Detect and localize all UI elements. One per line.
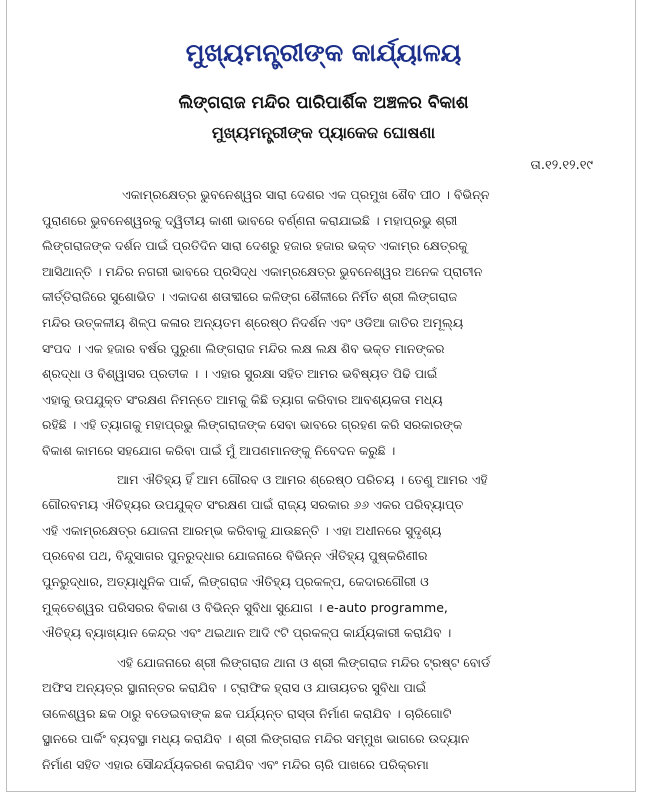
text-line: ତାଳେଶ୍ୱର ଛକ ଠାରୁ ବଡେଇବାଙ୍କ ଛକ ପର୍ଯ୍ୟନ୍ତ ରାସ୍ତା ନିର୍ମାଣ କରାଯିବ । ଚାରିଗୋଟି — [42, 705, 452, 721]
paragraph-3 — [42, 650, 602, 778]
text-line: ପୁରାଣରେ ଭୁବନେଶ୍ୱରକୁ ଦ୍ୱିତୀୟ କାଶୀ ଭାବରେ ବର୍ଣ୍ଣନା କରାଯାଇଛି । ମହାପ୍ରଭୁ ଶ୍ରୀ — [42, 212, 458, 228]
text-line: ରହିଛି । ଏହି ତ୍ୟାଗକୁ ମହାପ୍ରଭୁ ଲିଙ୍ଗରାଜଙ୍କ ସେବା ଭାବରେ ଗ୍ରହଣ କରି ସରକାରଙ୍କ — [42, 417, 463, 433]
text-line: ଏକାମ୍ରକ୍ଷେତ୍ର ଭୁବନେଶ୍ୱର ସାରା ଦେଶର ଏକ ପ୍ରମୁଖ ଶୈବ ପୀଠ । ବିଭିନ୍ନ — [122, 187, 490, 202]
document-body — [42, 182, 602, 778]
text-line: ଅଫିସ ଅନ୍ୟତ୍ର ସ୍ଥାନାନ୍ତର କରାଯିବ । ଟ୍ରାଫିକ ହ୍ରାସ ଓ ଯାତାୟତର ସୁବିଧା ପାଇଁ — [42, 680, 427, 696]
text-line: ଆସିଥାନ୍ତି । ମନ୍ଦିର ନଗରୀ ଭାବରେ ପ୍ରସିଦ୍ଧ ଏକାମ୍ରକ୍ଷେତ୍ର ଭୁବନେଶ୍ୱର ଅନେକ ପ୍ରାଚୀନ — [42, 263, 483, 279]
paragraph-2 — [42, 467, 602, 646]
text-line: ପୁନରୁଦ୍ଧାର, ଅତ୍ୟାଧୁନିକ ପାର୍କ, ଲିଙ୍ଗରାଜ ଐତିହ୍ୟ ପ୍ରକଳ୍ପ, କେଦାରଗୌରୀ ଓ — [42, 573, 429, 589]
text-line: ଲିଙ୍ଗରାଜଙ୍କ ଦର୍ଶନ ପାଇଁ ପ୍ରତିଦିନ ସାରା ଦେଶରୁ ହଜାର ହଜାର ଭକ୍ତ ଏକାମ୍ର କ୍ଷେତ୍ରକୁ — [42, 238, 468, 254]
document-subtitle: ଲିଙ୍ଗରାଜ ମନ୍ଦିର ପାରିପାର୍ଶିକ ଅଞ୍ଚଳର ବିକାଶ — [178, 93, 469, 113]
paragraph-1 — [42, 182, 602, 464]
text-line: ବିକାଶ କାମରେ ସହଯୋଗ କରିବା ପାଇଁ ମୁଁ ଆପଣମାନଙ୍କୁ ନିବେଦନ କରୁଛି । — [42, 442, 396, 458]
text-line: ଏହି ଏକାମ୍ରକ୍ଷେତ୍ର ଯୋଜନା ଆରମ୍ଭ କରିବାକୁ ଯାଉଛନ୍ତି । ଏହା ଅଧୀନରେ ସୁଦୃଶ୍ୟ — [42, 522, 442, 538]
text-line: ଆମ ଐତିହ୍ୟ ହିଁ ଆମ ଗୌରବ ଓ ଆମର ଶ୍ରେଷ୍ଠ ପରିଚୟ । ତେଣୁ ଆମର ଏହି — [117, 471, 488, 487]
text-line: କୀର୍ତ୍ତିରାଜିରେ ସୁଶୋଭିତ । ଏକାଦଶ ଶତାବ୍ଦୀରେ କଳିଙ୍ଗ ଶୈଳୀରେ ନିର୍ମିତ ଶ୍ରୀ ଲିଙ୍ଗରାଜ — [42, 289, 458, 305]
text-line: ମୁକ୍ତେଶ୍ୱର ପରିସରର ବିକାଶ ଓ ବିଭିନ୍ନ ସୁବିଧା ସୁଯୋଗ । e-auto programme, — [42, 599, 448, 615]
document-date: ତା.୧୨.୧୨.୧୯ — [530, 158, 593, 173]
text-line: ଶ୍ରଦ୍ଧା ଓ ବିଶ୍ୱାସର ପ୍ରତୀକ । । ଏହାର ସୁରକ୍ଷା ସହିତ ଆମର ଭବିଷ୍ୟତ ପିଢି ପାଇଁ — [42, 366, 438, 382]
text-line: ଗୌରବମୟ ଐତିହ୍ୟର ଉପଯୁକ୍ତ ସଂରକ୍ଷଣ ପାଇଁ ରାଜ୍ୟ ସରକାର ୬୬ ଏକର ପରିବ୍ୟାପ୍ତ — [42, 497, 464, 513]
document-subheading: ମୁଖ୍ୟମନ୍ତ୍ରୀଙ୍କ ପ୍ୟାକେଜ ଘୋଷଣା — [211, 123, 436, 142]
page-title: ମୁଖ୍ୟମନ୍ତ୍ରୀଙ୍କ କାର୍ଯ୍ୟାଳୟ — [185, 38, 462, 67]
text-line: ପ୍ରବେଶ ପଥ, ବିନ୍ଦୁସାଗର ପୁନରୁଦ୍ଧାର ଯୋଜନାରେ ବିଭିନ୍ନ ଐତିହ୍ୟ ପୁଷ୍କରିଣୀର — [42, 548, 428, 564]
text-line: ଏହି ଯୋଜନାରେ ଶ୍ରୀ ଲିଙ୍ଗରାଜ ଥାନା ଓ ଶ୍ରୀ ଲିଙ୍ଗରାଜ ମନ୍ଦିର ଟ୍ରଷ୍ଟ ବୋର୍ଡ — [117, 654, 491, 670]
text-line: ସ୍ଥାନରେ ପାର୍କିଂ ବ୍ୟବସ୍ଥା ମଧ୍ୟ କରାଯିବ । ଶ୍ରୀ ଲିଙ୍ଗରାଜ ମନ୍ଦିର ସମ୍ମୁଖ ଭାଗରେ ଉଦ୍ୟାନ — [42, 731, 470, 747]
text-line: ମନ୍ଦିର ଉତ୍କଳୀୟ ଶିଳ୍ପ କଳାର ଅନ୍ୟତମ ଶ୍ରେଷ୍ଠ ନିଦର୍ଶନ ଏବଂ ଓଡିଆ ଜାତିର ଅମୂଲ୍ୟ — [42, 314, 464, 330]
text-line: ଐତିହ୍ୟ ବ୍ୟାଖ୍ୟାନ କେନ୍ଦ୍ର ଏବଂ ଥଇଥାନ ଆଦି ୯ଟି ପ୍ରକଳ୍ପ କାର୍ଯ୍ୟକାରୀ କରାଯିବ । — [42, 625, 452, 641]
text-line: ସଂପଦ । ଏକ ହଜାର ବର୍ଷର ପୁରୁଣା ଲିଙ୍ଗରାଜ ମନ୍ଦିର ଲକ୍ଷ ଲକ୍ଷ ଶିବ ଭକ୍ତ ମାନଙ୍କର — [42, 340, 445, 356]
text-line: ନିର୍ମାଣ ସହିତ ଏହାର ସୌନ୍ଦର୍ଯ୍ୟକରଣ କରାଯିବ ଏବଂ ମନ୍ଦିର ଚାରି ପାଖରେ ପରିକ୍ରମା — [42, 757, 429, 773]
text-line: ଏହାକୁ ଉପଯୁକ୍ତ ସଂରକ୍ଷଣ ନିମନ୍ତେ ଆମକୁ କିଛି ତ୍ୟାଗ କରିବାର ଆବଶ୍ୟକତା ମଧ୍ୟ — [42, 391, 443, 407]
